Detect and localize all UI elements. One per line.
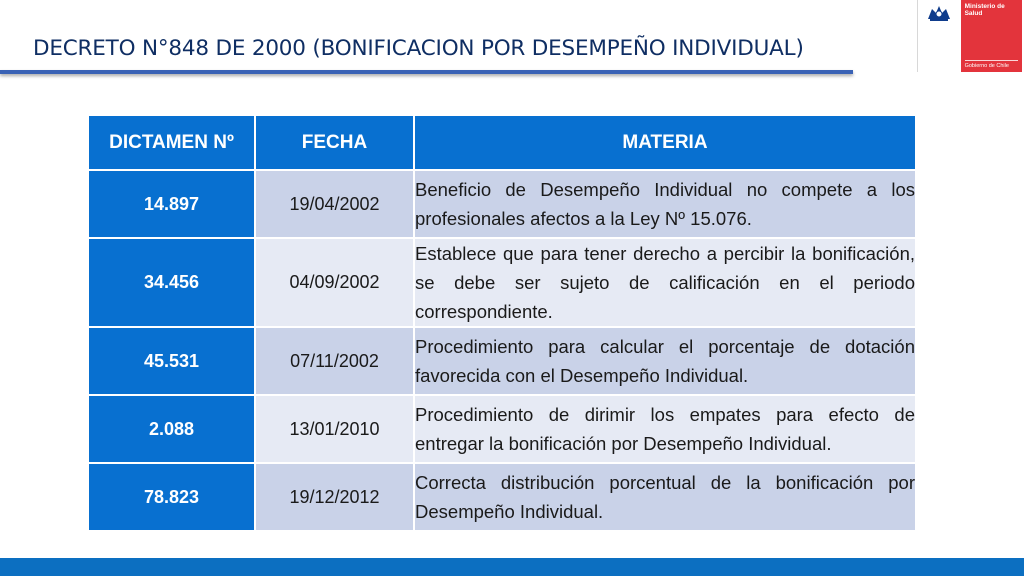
dictamen-number: 45.531	[88, 327, 255, 395]
table-row	[88, 327, 916, 395]
table-row	[88, 238, 916, 327]
logo-red-panel	[961, 0, 1022, 72]
table-row	[88, 395, 916, 463]
footer-bar	[0, 558, 1024, 576]
dictamen-subject: Beneficio de Desempeño Individual no compete a los profesionales afectos a la Ley Nº 15.076.	[414, 170, 916, 238]
logo-divider	[965, 60, 1018, 61]
header-materia: MATERIA	[414, 115, 916, 170]
table-row	[88, 463, 916, 531]
dictamen-date: 04/09/2002	[255, 238, 414, 327]
coat-of-arms-icon	[924, 3, 954, 23]
government-name: Gobierno de Chile	[964, 63, 1009, 69]
logo-emblem-panel	[917, 0, 961, 72]
dictamen-number: 14.897	[88, 170, 255, 238]
header-fecha: FECHA	[255, 115, 414, 170]
slide-title: DECRETO N°848 DE 2000 (BONIFICACION POR DESEMPEÑO INDIVIDUAL)	[33, 36, 804, 61]
dictamen-date: 07/11/2002	[255, 327, 414, 395]
dictamen-date: 19/04/2002	[255, 170, 414, 238]
dictamenes-table	[87, 114, 917, 532]
header-dictamen: DICTAMEN Nº	[88, 115, 255, 170]
dictamen-date: 13/01/2010	[255, 395, 414, 463]
ministry-name: Ministerio de Salud	[964, 3, 1005, 17]
dictamen-subject: Procedimiento para calcular el porcentaje de dotación favorecida con el Desempeño Individual.	[414, 327, 916, 395]
table-header-row	[88, 115, 916, 170]
dictamen-number: 34.456	[88, 238, 255, 327]
dictamen-subject: Correcta distribución porcentual de la bonificación por Desempeño Individual.	[414, 463, 916, 531]
table-row	[88, 170, 916, 238]
dictamen-number: 78.823	[88, 463, 255, 531]
dictamen-date: 19/12/2012	[255, 463, 414, 531]
title-underline	[0, 70, 853, 74]
dictamen-subject: Procedimiento de dirimir los empates para efecto de entregar la bonificación por Desempeño Individual.	[414, 395, 916, 463]
dictamen-subject: Establece que para tener derecho a percibir la bonificación, se debe ser sujeto de calificación en el periodo correspondiente.	[414, 238, 916, 327]
ministry-logo	[917, 0, 1022, 72]
dictamen-number: 2.088	[88, 395, 255, 463]
